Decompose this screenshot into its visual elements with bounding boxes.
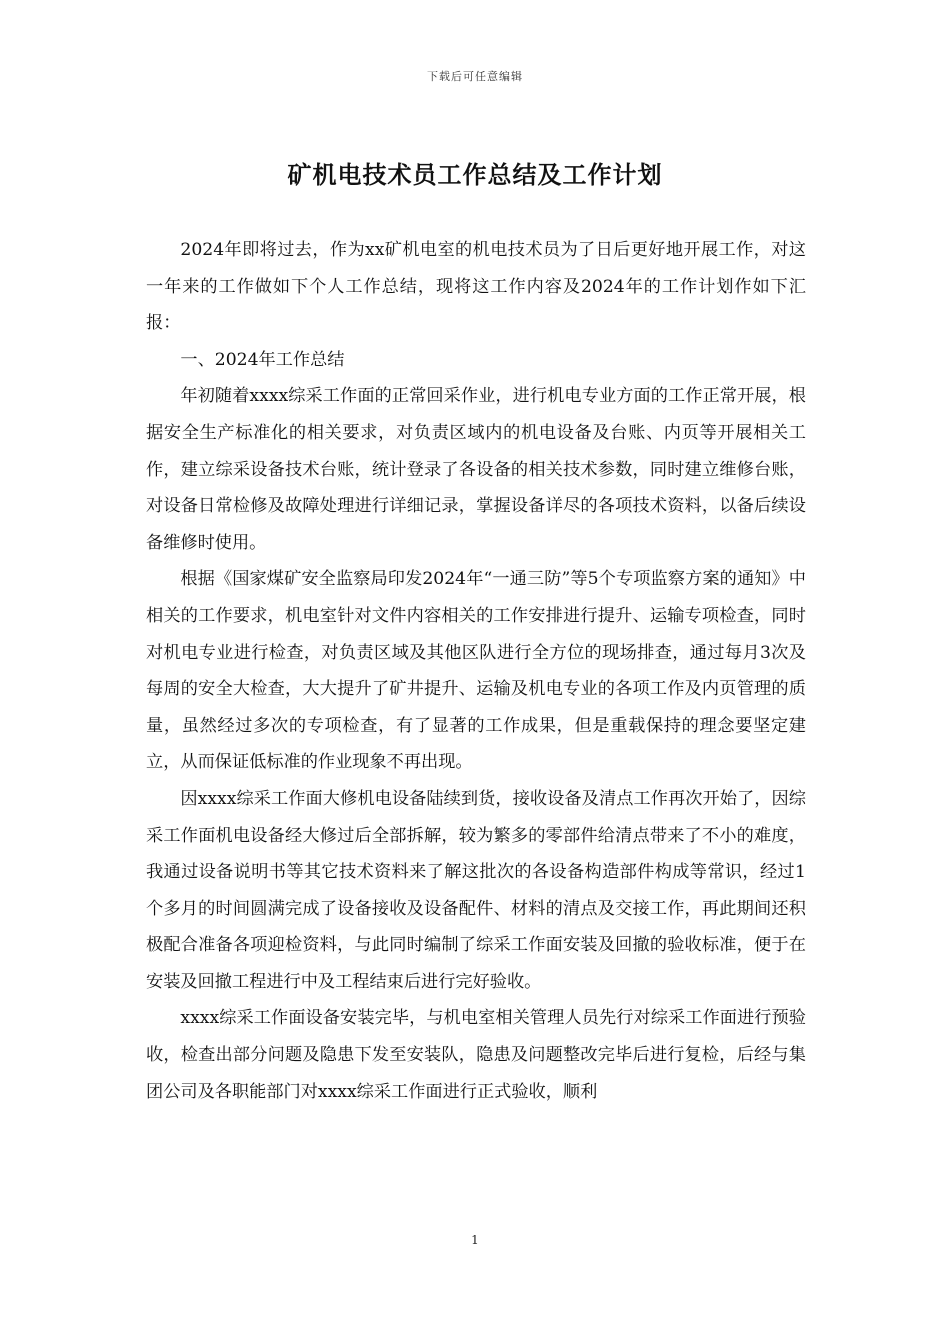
paragraph-intro: 2024年即将过去，作为xx矿机电室的机电技术员为了日后更好地开展工作，对这一年来的工作做如下个人工作总结，现将这工作内容及2024年的工作计划作如下汇报： xyxy=(146,240,806,334)
section-heading: 一、2024年工作总结 xyxy=(180,349,345,370)
document-body xyxy=(146,232,806,1110)
paragraph-ledger: 年初随着xxxx综采工作面的正常回采作业，进行机电专业方面的工作正常开展，根据安全生产标准化的相关要求，对负责区域内的机电设备及台账、内页等开展相关工作，建立综采设备技术台账，统计登录了各设备的相关技术参数，同时建立维修台账，对设备日常检修及故障处理进行详细记录，掌握设备详尽的各项技术资料，以备后续设备维修时使用。 xyxy=(146,386,806,553)
paragraph-equipment-receipt: 因xxxx综采工作面大修机电设备陆续到货，接收设备及清点工作再次开始了，因综采工作面机电设备经大修过后全部拆解，较为繁多的零部件给清点带来了不小的难度，我通过设备说明书等其它技术资料来了解这批次的各设备构造部件构成等常识，经过1个多月的时间圆满完成了设备接收及设备配件、材料的清点及交接工作，再此期间还积极配合准备各项迎检资料，与此同时编制了综采工作面安装及回撤的验收标准，便于在安装及回撤工程进行中及工程结束后进行完好验收。 xyxy=(146,788,806,992)
document-title: 矿机电技术员工作总结及工作计划 xyxy=(287,160,663,189)
header-note: 下载后可任意编辑 xyxy=(427,70,523,83)
paragraph-acceptance: xxxx综采工作面设备安装完毕，与机电室相关管理人员先行对综采工作面进行预验收，检查出部分问题及隐患下发至安装队，隐患及问题整改完毕后进行复检，后经与集团公司及各职能部门对xxxx综采工作面进行正式验收，顺利 xyxy=(146,1008,806,1102)
page-number: 1 xyxy=(471,1233,479,1247)
paragraph-inspection: 根据《国家煤矿安全监察局印发2024年“一通三防”等5个专项监察方案的通知》中相关的工作要求，机电室针对文件内容相关的工作安排进行提升、运输专项检查，同时对机电专业进行检查，对负责区域及其他区队进行全方位的现场排查，通过每月3次及每周的安全大检查，大大提升了矿井提升、运输及机电专业的各项工作及内页管理的质量，虽然经过多次的专项检查，有了显著的工作成果，但是重载保持的理念要坚定建立，从而保证低标准的作业现象不再出现。 xyxy=(146,569,806,773)
